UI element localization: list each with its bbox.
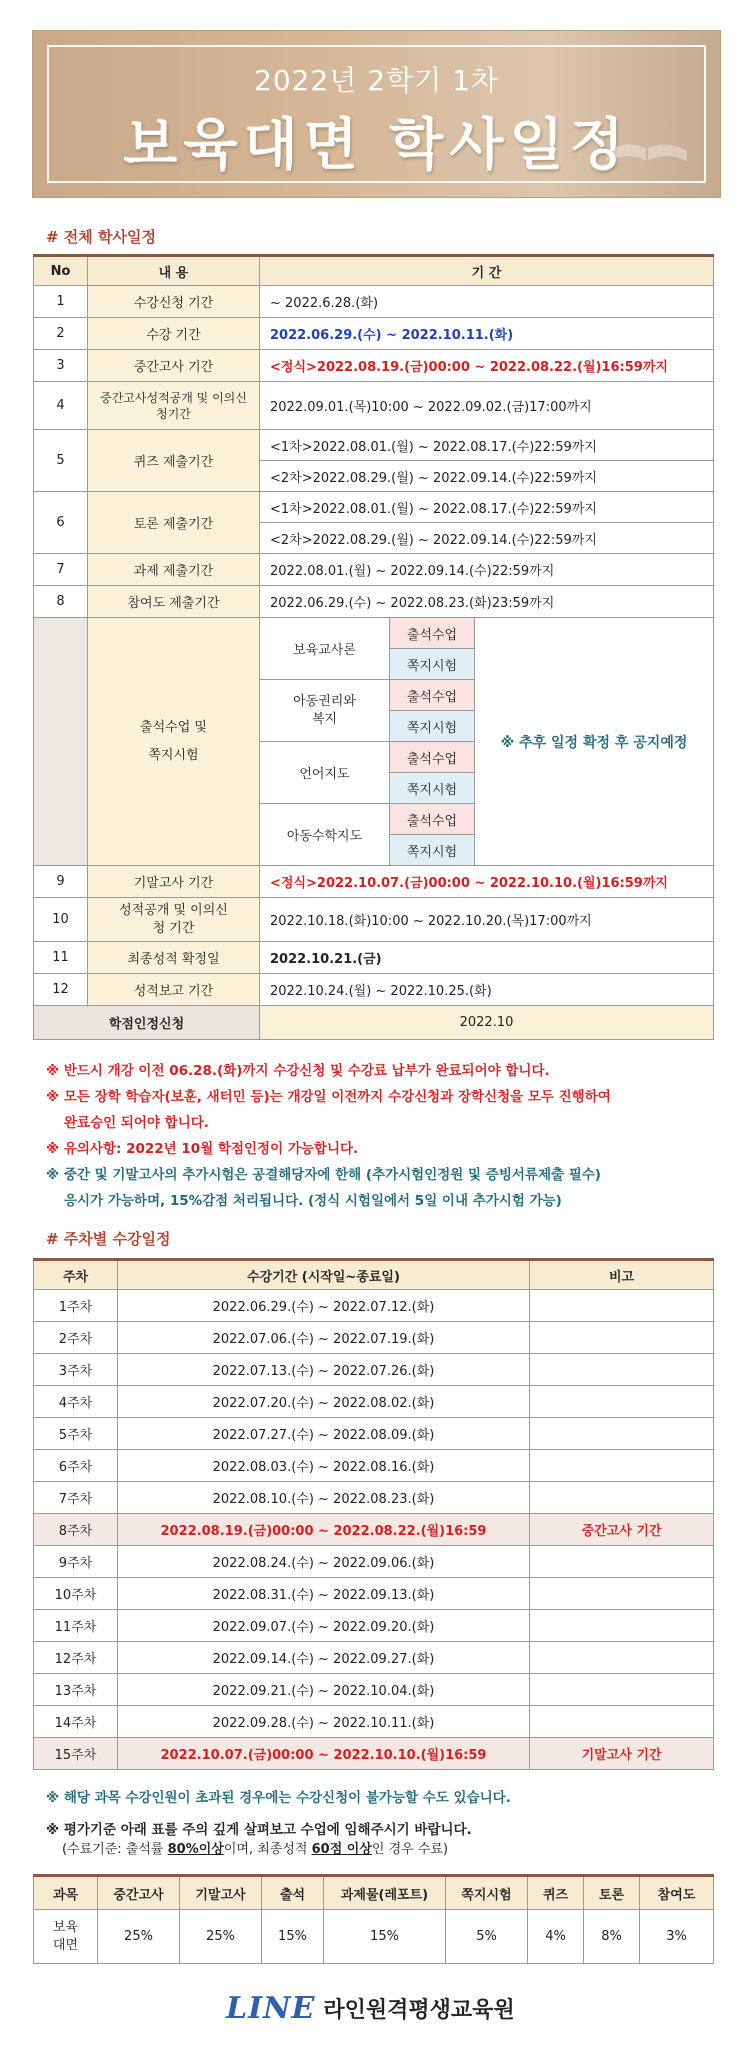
week-label: 3주차 xyxy=(34,1354,118,1386)
grading-score-criteria: 60점 이상 xyxy=(311,1842,372,1857)
grading-header: 토론 xyxy=(584,1876,640,1910)
table-row xyxy=(34,1578,714,1610)
note-line: ※ 유의사항: 2022년 10월 학점인정이 가능합니다. xyxy=(46,1141,359,1157)
table-row xyxy=(34,492,714,523)
table-row xyxy=(34,1706,714,1738)
attend-type: 출석수업 xyxy=(390,804,475,835)
week-period: 2022.07.27.(수) ~ 2022.08.09.(화) xyxy=(118,1418,530,1450)
row-period: <정식>2022.10.07.(금)00:00 ~ 2022.10.10.(월)16:59까지 xyxy=(260,866,714,898)
weekly-section-title: # 주차별 수강일정 xyxy=(46,1230,171,1248)
week-label: 13주차 xyxy=(34,1674,118,1706)
table-row xyxy=(34,1386,714,1418)
week-period: 2022.08.10.(수) ~ 2022.08.23.(화) xyxy=(118,1482,530,1514)
quiz-type: 쪽지시험 xyxy=(390,773,475,804)
note-line: 완료승인 되어야 합니다. xyxy=(64,1115,209,1131)
week-period: 2022.09.14.(수) ~ 2022.09.27.(화) xyxy=(118,1642,530,1674)
week-period: 2022.08.24.(수) ~ 2022.09.06.(화) xyxy=(118,1546,530,1578)
week-note xyxy=(530,1322,714,1354)
row-label: 퀴즈 제출기간 xyxy=(88,430,260,492)
row-period: 2022.10.24.(월) ~ 2022.10.25.(화) xyxy=(260,974,714,1006)
grading-header: 쪽지시험 xyxy=(446,1876,528,1910)
table-row xyxy=(34,1482,714,1514)
col-week-period: 수강기간 (시작일~종료일) xyxy=(118,1260,530,1290)
banner-title: 보육대면 학사일정 xyxy=(123,113,630,178)
week-note xyxy=(530,1642,714,1674)
col-item: 내 용 xyxy=(88,256,260,286)
table-row xyxy=(34,1354,714,1386)
schedule-header-row xyxy=(34,256,714,286)
week-label: 15주차 xyxy=(34,1738,118,1770)
row-period: 2022.08.01.(월) ~ 2022.09.14.(수)22:59까지 xyxy=(260,554,714,586)
week-label: 1주차 xyxy=(34,1290,118,1322)
row-no: 3 xyxy=(34,350,88,382)
grading-table xyxy=(33,1874,714,1964)
grading-value: 15% xyxy=(324,1910,446,1964)
note-line: ※ 반드시 개강 이전 06.28.(화)까지 수강신청 및 수강료 납부가 완료되어야 합니다. xyxy=(46,1063,550,1079)
week-note xyxy=(530,1546,714,1578)
row-no: 9 xyxy=(34,866,88,898)
row-no: 5 xyxy=(34,430,88,492)
row-period: <정식>2022.08.19.(금)00:00 ~ 2022.08.22.(월)16:59까지 xyxy=(260,350,714,382)
week-label: 2주차 xyxy=(34,1322,118,1354)
row-no: 11 xyxy=(34,942,88,974)
grading-value: 15% xyxy=(262,1910,324,1964)
row-no: 12 xyxy=(34,974,88,1006)
row-label: 성적보고 기간 xyxy=(88,974,260,1006)
week-label: 14주차 xyxy=(34,1706,118,1738)
table-row xyxy=(34,1514,714,1546)
banner-subtitle: 2022년 2학기 1차 xyxy=(254,64,499,97)
table-row xyxy=(34,1450,714,1482)
row-label: 참여도 제출기간 xyxy=(88,586,260,618)
week-label: 8주차 xyxy=(34,1514,118,1546)
row-period: <1차>2022.08.01.(월) ~ 2022.08.17.(수)22:59까지 xyxy=(260,492,714,523)
attendance-label-line1: 출석수업 및 xyxy=(140,719,207,735)
week-period: 2022.06.29.(수) ~ 2022.07.12.(화) xyxy=(118,1290,530,1322)
table-row xyxy=(34,1290,714,1322)
row-period: <2차>2022.08.29.(월) ~ 2022.09.14.(수)22:59까지 xyxy=(260,461,714,492)
schedule-table xyxy=(33,254,714,1040)
week-note xyxy=(530,1418,714,1450)
attendance-label xyxy=(88,618,260,866)
week-period: 2022.09.21.(수) ~ 2022.10.04.(화) xyxy=(118,1674,530,1706)
grading-value: 3% xyxy=(640,1910,714,1964)
row-label: 최종성적 확정일 xyxy=(88,942,260,974)
grading-header: 퀴즈 xyxy=(528,1876,584,1910)
row-no: 7 xyxy=(34,554,88,586)
row-label: 성적공개 및 이의신청 기간 xyxy=(88,898,260,942)
table-row xyxy=(34,1418,714,1450)
table-row xyxy=(34,1322,714,1354)
table-row xyxy=(34,430,714,461)
schedule-section-title: # 전체 학사일정 xyxy=(46,228,156,246)
grading-value: 25% xyxy=(180,1910,262,1964)
table-row xyxy=(34,942,714,974)
table-row xyxy=(34,1642,714,1674)
week-note xyxy=(530,1290,714,1322)
credit-value: 2022.10 xyxy=(260,1006,714,1040)
institution-logo xyxy=(226,1988,515,2028)
weekly-table xyxy=(33,1258,714,1770)
grading-header: 중간고사 xyxy=(98,1876,180,1910)
attendance-no xyxy=(34,618,88,866)
grading-detail-text: 인 경우 수료) xyxy=(371,1842,449,1857)
row-label: 수강신청 기간 xyxy=(88,286,260,318)
grading-header: 과목 xyxy=(34,1876,98,1910)
row-label: 기말고사 기간 xyxy=(88,866,260,898)
table-row xyxy=(34,898,714,942)
week-label: 12주차 xyxy=(34,1642,118,1674)
grading-detail-text: 이며, 최종성적 xyxy=(223,1842,312,1857)
note-line: 응시가 가능하며, 15%감점 처리됩니다. (정식 시험일에서 5일 이내 추가시험 가능) xyxy=(64,1193,562,1209)
book-icon xyxy=(602,111,692,171)
grading-value: 25% xyxy=(98,1910,180,1964)
capacity-note: ※ 해당 과목 수강인원이 초과된 경우에는 수강신청이 불가능할 수도 있습니다. xyxy=(46,1790,511,1806)
row-period: <2차>2022.08.29.(월) ~ 2022.09.14.(수)22:59까지 xyxy=(260,523,714,554)
grading-header: 출석 xyxy=(262,1876,324,1910)
row-no: 2 xyxy=(34,318,88,350)
week-label: 4주차 xyxy=(34,1386,118,1418)
table-row xyxy=(34,382,714,430)
grading-header: 기말고사 xyxy=(180,1876,262,1910)
table-row xyxy=(34,1546,714,1578)
row-no: 1 xyxy=(34,286,88,318)
col-note: 비고 xyxy=(530,1260,714,1290)
grading-title: ※ 평가기준 아래 표를 주의 깊게 살펴보고 수업에 임해주시기 바랍니다. xyxy=(46,1822,472,1838)
week-note xyxy=(530,1354,714,1386)
table-row xyxy=(34,586,714,618)
week-note: 기말고사 기간 xyxy=(530,1738,714,1770)
note-line: ※ 중간 및 기말고사의 추가시험은 공결해당자에 한해 (추가시험인정원 및 증빙서류제출 필수) xyxy=(46,1167,601,1183)
attendance-row xyxy=(34,618,714,649)
col-period: 기 간 xyxy=(260,256,714,286)
attend-type: 출석수업 xyxy=(390,618,475,649)
attend-type: 출석수업 xyxy=(390,680,475,711)
grading-subject: 보육 대면 xyxy=(34,1910,98,1964)
row-period: 2022.10.18.(화)10:00 ~ 2022.10.20.(목)17:00까지 xyxy=(260,898,714,942)
table-row xyxy=(34,1610,714,1642)
subject-name: 언어지도 xyxy=(260,742,390,804)
week-note xyxy=(530,1450,714,1482)
subject-name: 아동권리와 복지 xyxy=(260,680,390,742)
row-label: 과제 제출기간 xyxy=(88,554,260,586)
week-period: 2022.08.31.(수) ~ 2022.09.13.(화) xyxy=(118,1578,530,1610)
table-row xyxy=(34,554,714,586)
subject-name: 아동수학지도 xyxy=(260,804,390,866)
table-row xyxy=(34,1674,714,1706)
week-note: 중간고사 기간 xyxy=(530,1514,714,1546)
row-label: 토론 제출기간 xyxy=(88,492,260,554)
row-label: 중간고사 기간 xyxy=(88,350,260,382)
logo-name: 라인원격평생교육원 xyxy=(323,1997,515,2023)
table-row xyxy=(34,1738,714,1770)
week-note xyxy=(530,1578,714,1610)
row-label: 중간고사성적공개 및 이의신청기간 xyxy=(88,382,260,430)
week-note xyxy=(530,1674,714,1706)
week-note xyxy=(530,1706,714,1738)
week-period: 2022.09.07.(수) ~ 2022.09.20.(화) xyxy=(118,1610,530,1642)
row-no: 8 xyxy=(34,586,88,618)
row-period: 2022.06.29.(수) ~ 2022.10.11.(화) xyxy=(260,318,714,350)
grading-detail-text: (수료기준: 출석률 xyxy=(62,1842,168,1857)
row-label: 수강 기간 xyxy=(88,318,260,350)
week-label: 5주차 xyxy=(34,1418,118,1450)
grading-value: 8% xyxy=(584,1910,640,1964)
row-no: 10 xyxy=(34,898,88,942)
credit-label: 학점인정신청 xyxy=(34,1006,260,1040)
row-period: 2022.10.21.(금) xyxy=(260,942,714,974)
quiz-type: 쪽지시험 xyxy=(390,711,475,742)
grading-value: 4% xyxy=(528,1910,584,1964)
header-banner xyxy=(32,30,721,198)
row-no: 4 xyxy=(34,382,88,430)
row-period: <1차>2022.08.01.(월) ~ 2022.08.17.(수)22:59까지 xyxy=(260,430,714,461)
grading-header: 참여도 xyxy=(640,1876,714,1910)
note-line: ※ 모든 장학 학습자(보훈, 새터민 등)는 개강일 이전까지 수강신청과 장학신청을 모두 진행하여 xyxy=(46,1089,611,1105)
quiz-type: 쪽지시험 xyxy=(390,835,475,866)
credit-row xyxy=(34,1006,714,1040)
week-note xyxy=(530,1482,714,1514)
col-week: 주차 xyxy=(34,1260,118,1290)
table-row xyxy=(34,866,714,898)
notes xyxy=(46,1058,716,1214)
grading-value: 5% xyxy=(446,1910,528,1964)
grading-attendance-criteria: 80%이상 xyxy=(167,1842,224,1857)
weekly-header-row xyxy=(34,1260,714,1290)
row-period: 2022.09.01.(목)10:00 ~ 2022.09.02.(금)17:00까지 xyxy=(260,382,714,430)
attendance-notice: ※ 추후 일정 확정 후 공지예정 xyxy=(475,618,714,866)
grading-header: 과제물(레포트) xyxy=(324,1876,446,1910)
logo-mark: LINE xyxy=(226,1990,316,2026)
subject-name: 보육교사론 xyxy=(260,618,390,680)
week-period: 2022.07.20.(수) ~ 2022.08.02.(화) xyxy=(118,1386,530,1418)
grading-detail xyxy=(62,1838,448,1857)
week-period: 2022.08.03.(수) ~ 2022.08.16.(화) xyxy=(118,1450,530,1482)
grading-value-row xyxy=(34,1910,714,1964)
table-row xyxy=(34,974,714,1006)
grading-header-row xyxy=(34,1876,714,1910)
row-period: 2022.06.29.(수) ~ 2022.08.23.(화)23:59까지 xyxy=(260,586,714,618)
week-period: 2022.07.13.(수) ~ 2022.07.26.(화) xyxy=(118,1354,530,1386)
table-row xyxy=(34,318,714,350)
week-label: 6주차 xyxy=(34,1450,118,1482)
week-label: 9주차 xyxy=(34,1546,118,1578)
week-period: 2022.09.28.(수) ~ 2022.10.11.(화) xyxy=(118,1706,530,1738)
week-period: 2022.10.07.(금)00:00 ~ 2022.10.10.(월)16:59 xyxy=(118,1738,530,1770)
table-row xyxy=(34,286,714,318)
row-no: 6 xyxy=(34,492,88,554)
week-note xyxy=(530,1386,714,1418)
week-label: 7주차 xyxy=(34,1482,118,1514)
attendance-label-line2: 쪽지시험 xyxy=(148,747,199,763)
week-period: 2022.08.19.(금)00:00 ~ 2022.08.22.(월)16:59 xyxy=(118,1514,530,1546)
row-period: ~ 2022.6.28.(화) xyxy=(260,286,714,318)
week-label: 11주차 xyxy=(34,1610,118,1642)
week-period: 2022.07.06.(수) ~ 2022.07.19.(화) xyxy=(118,1322,530,1354)
week-note xyxy=(530,1610,714,1642)
table-row xyxy=(34,350,714,382)
col-no: No xyxy=(34,256,88,286)
week-label: 10주차 xyxy=(34,1578,118,1610)
attend-type: 출석수업 xyxy=(390,742,475,773)
quiz-type: 쪽지시험 xyxy=(390,649,475,680)
